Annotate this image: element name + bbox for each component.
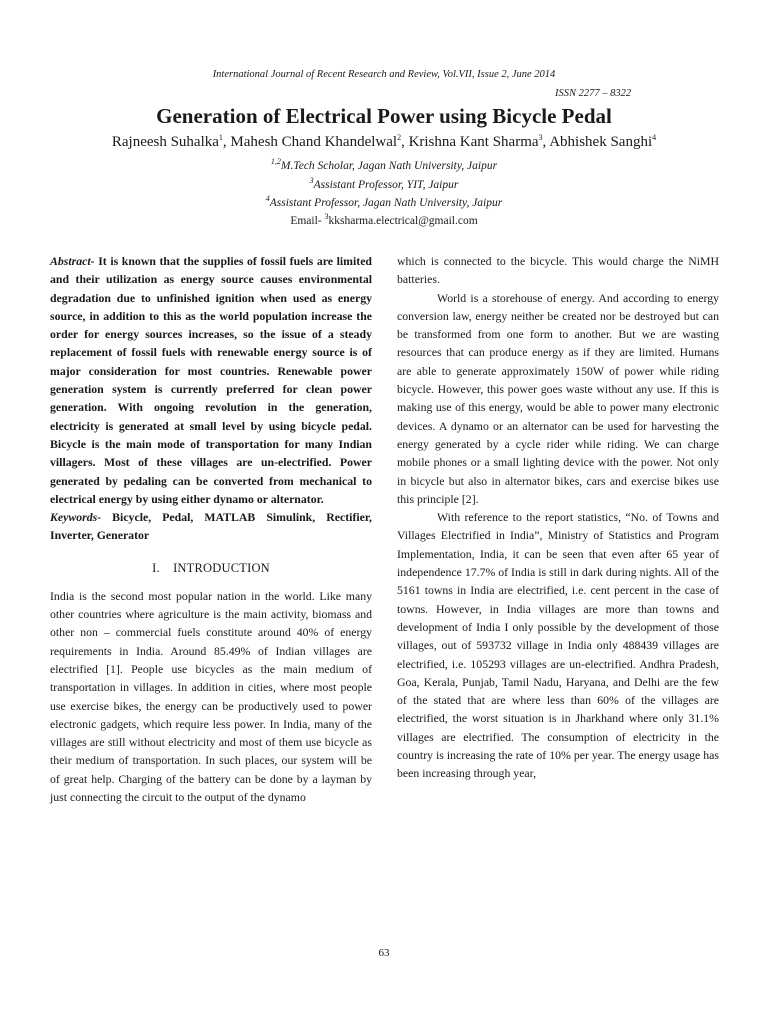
affiliation-sup: 1,2 — [270, 157, 281, 167]
author-sup: 3 — [538, 133, 543, 142]
keywords-label: Keywords- — [50, 510, 102, 525]
author-name: Mahesh Chand Khandelwal — [230, 134, 398, 150]
affiliation-text: M.Tech Scholar, Jagan Nath University, Jaipur — [280, 160, 498, 172]
body-paragraph: which is connected to the bicycle. This would charge the NiMH batteries. — [397, 254, 719, 287]
affiliation-sup: 4 — [265, 194, 270, 204]
author-sup: 4 — [652, 133, 657, 142]
affiliation-text: Assistant Professor, YIT, Jaipur — [313, 179, 459, 191]
affiliation — [0, 178, 768, 192]
section-heading: I. INTRODUCTION — [152, 560, 270, 575]
intro-paragraph: India is the second most popular nation in the world. Like many other countries where agriculture is the main activity, biomass and other non – commercial fuels constitute around 40% of energy requirements in India. Around 85.49% of Indian villages are electrified [1]. People use bicycles as the main medium of transportation in villages. In addition in cities, where most people use exercise bikes, the energy can be productively used to power electronic gadgets, which require less power. In India, many of the villages are still without electricity and most of them use bicycle as their medium of transportation. In such places, our system will be of great help. Charging of the battery can be done by a layman by just connecting the circuit to the output of the dynamo — [50, 588, 372, 805]
email-address[interactable]: kksharma.electrical@gmail.com — [328, 215, 478, 227]
keywords-text: Bicycle, Pedal, MATLAB Simulink, Rectifier, Inverter, Generator — [50, 510, 372, 543]
email-line — [0, 214, 768, 228]
abstract-label: Abstract- — [50, 254, 95, 268]
abstract-text: It is known that the supplies of fossil fuels are limited and their utilization as energy source causes environmental degradation due to unfinished ignition when used as energy source, in addition to this as the world population increase the order for energy sources increases, so the issue of a steady replacement of fossil fuels with renewable energy source is of major consideration for most countries. Renewable power generation system is currently preferred for clean power generation. With ongoing revolution in the generation, electricity is generated at small level by using bicycle pedal. Bicycle is the main mode of transportation for many Indian villagers. Most of these villages are un-electrified. Power generated by pedaling can be converted from mechanical to electrical energy by using either dynamo or alternator. — [50, 254, 372, 506]
email-label: Email- — [290, 215, 325, 227]
body-paragraph: World is a storehouse of energy. And according to energy conversion law, energy neither be created nor be destroyed but can be transformed from one form to another. But we are wasting resources that can produce energy as if they are limited. Humans are able to generate approximately 150W of power while riding bicycle. However, this power goes waste without any use. If this is making use of this energy, would be able to power many electronic devices. A dynamo or an alternator can be used for harvesting the energy generated by a cycle rider while riding. We can charge mobile phones or a small lighting device with the power. Not only in bicycle but also in alternator bikes, cars and exercise bikes use this principle [2]. — [397, 290, 719, 506]
author-name: Rajneesh Suhalka — [111, 134, 219, 150]
keywords — [50, 508, 372, 545]
right-column — [397, 252, 719, 783]
author-name: Abhishek Sanghi — [549, 134, 653, 150]
email-sup: 3 — [324, 212, 329, 222]
affiliation — [0, 196, 768, 210]
author-sup: 2 — [397, 133, 402, 142]
issn: ISSN 2277 – 8322 — [555, 88, 632, 99]
affiliation-text: Assistant Professor, Jagan Nath University, Jaipur — [269, 197, 503, 209]
page-number: 63 — [378, 947, 390, 959]
body-paragraph: With reference to the report statistics, “No. of Towns and Villages Electrified in India”, Ministry of Statistics and Program Implementation, India, it can be seen that even after 65 year of independence 17.7% of India is still in dark during nights. All of the 5161 towns in India are electrified, i.e. cent percent in the case of towns. However, in India villages are more than towns and development of India I only possible by the development of those villages, out of 593732 village in India only 488439 villages are electrified, i.e. 105293 villages are un-electrified. Andhra Pradesh, Goa, Kerala, Punjab, Tamil Nadu, Haryana, and Delhi are the few of the stated that are where less than 60% of the villages are electrified, the worst situation is in Jharkhand where only 31.1% villages are electrified. The consumption of electricity in the country is increasing the rate of 10% per year. The energy usage has been increasing through year, — [397, 510, 719, 781]
abstract — [50, 252, 372, 508]
author-name: Krishna Kant Sharma — [408, 134, 539, 150]
affiliation-sup: 3 — [309, 176, 314, 186]
journal-header: International Journal of Recent Research and Review, Vol.VII, Issue 2, June 2014 — [212, 69, 556, 80]
affiliation — [0, 159, 768, 173]
author-sup: 1 — [218, 133, 223, 142]
author-list: Rajneesh Suhalka$^1$, Mahesh Chand Khandelwal$^2$, Krishna Kant Sharma$^3$, Abhishek Sanghi$^4$ — [111, 133, 657, 150]
paper-title: Generation of Electrical Power using Bicycle Pedal — [156, 104, 612, 128]
left-column — [50, 252, 372, 806]
